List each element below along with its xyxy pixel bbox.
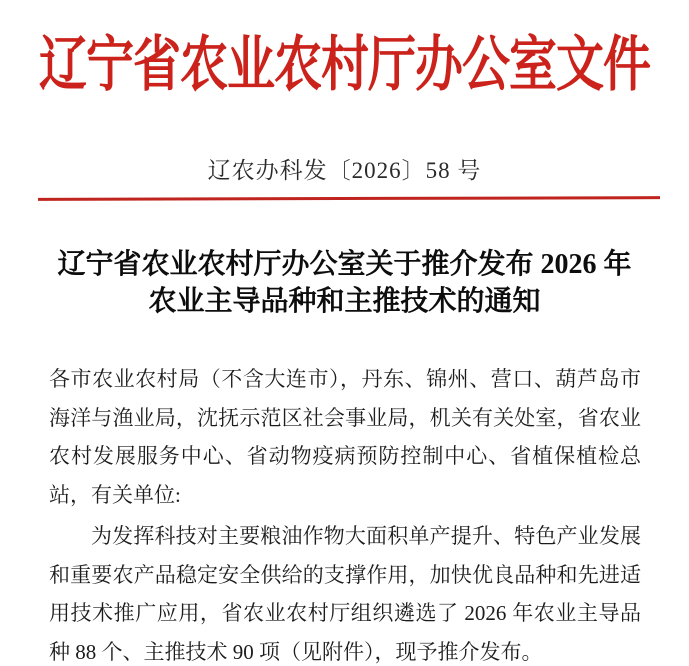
body-paragraph: 为发挥科技对主要粮油作物大面积单产提升、特色产业发展和重要农产品稳定安全供给的支撑作用，加快优良品种和先进适用技术推广应用，省农业农村厅组织遴选了 2026 年农业主导品种 88 个、主推技术 90 项（见附件），现予推介发布。 <box>49 524 641 664</box>
red-separator-line <box>38 196 660 201</box>
document-number: 辽农办科发〔2026〕58 号 <box>207 158 482 183</box>
document-body <box>49 360 641 666</box>
recipients-paragraph: 各市农业农村局（不含大连市），丹东、锦州、营口、葫芦岛市海洋与渔业局，沈抚示范区社会事业局，机关有关处室，省农业农村发展服务中心、省动物疫病预防控制中心、省植保植检总站，有关单位: <box>49 367 641 507</box>
document-title-line1: 辽宁省农业农村厅办公室关于推介发布 2026 年 <box>57 249 632 280</box>
document-title <box>30 246 659 320</box>
document-title-line2: 农业主导品种和主推技术的通知 <box>148 286 541 317</box>
document-header-banner: 辽宁省农业农村厅办公室文件 <box>38 32 650 99</box>
